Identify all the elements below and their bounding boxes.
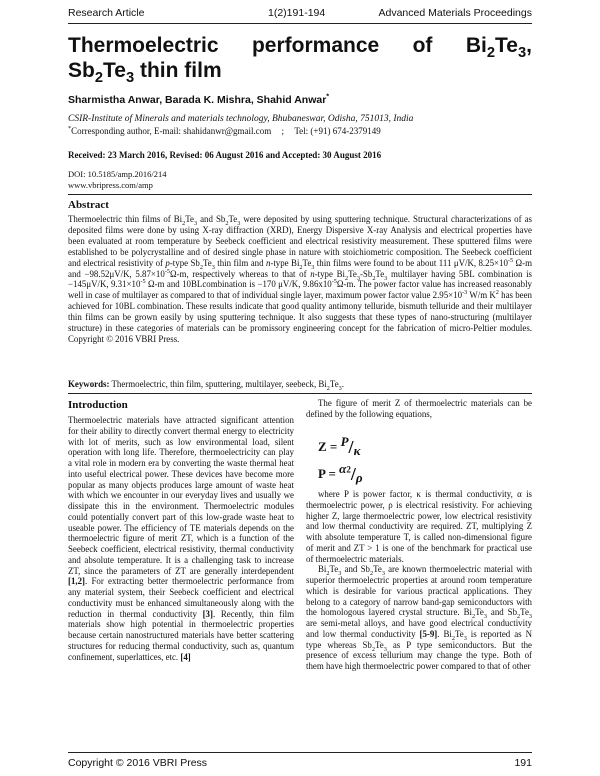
introduction-column-2-intro: The figure of merit Z of thermoelectric materials can be defined by the following equations, (306, 398, 532, 419)
footer-rule (68, 752, 532, 753)
introduction-heading: Introduction (68, 399, 128, 411)
paper-title: Thermoelectric performance of $Bi_2Te_3$, $Sb_2Te_3$ thin film (68, 34, 532, 87)
keywords: Keywords: Thermoelectric, thin film, sputtering, multilayer, seebeck, $Bi_2Te_3$. (68, 379, 344, 392)
footer-copyright: Copyright © 2016 VBRI Press (68, 757, 208, 769)
page-footer (68, 757, 532, 771)
equation-power-factor: $P = \alpha^2/\rho$ (318, 461, 363, 485)
doi[interactable]: DOI: 10.5185/amp.2016/214 (68, 169, 167, 179)
author-list: Sharmistha Anwar, Barada K. Mishra, Shahid Anwar* (68, 91, 330, 106)
publication-dates: Received: 23 March 2016, Revised: 06 August 2016 and Accepted: 30 August 2016 (68, 150, 382, 160)
website-link[interactable]: www.vbripress.com/amp (68, 180, 153, 190)
abstract-text: Thermoelectric thin films of $Bi_2Te_3$ and $Sb_2Te_3$ were deposited by using sputtering technique. Structural characterizations of as deposited films were done by using X-ray diffraction (XRD), Energy Dispersive X-ray Analysis and electrical properties have been evaluated at room temperature by Seebeck coefficient and electrical resistivity measurement. These sputtered films were established to be polycrystalline and of desired single phase in nature with stoichiometric composition. The Seebeck coefficient and electrical resistivity of p-type $Sb_2Te_3$ thin film and n-type $Bi_2Te_3$ thin films were found to be about 111 μV/K, $8.25\times 10^{-5}$ Ω-m and −98.52μV/K, $5.87\times 10^{-5}\Omega-m$, respectively whereas to that of n-type $Bi_2Te_3-Sb_2Te_3$ multilayer having 5BL combination is −145μV/K, $9.31\times 10^{-5}$ Ω-m and 10BLcombination is −170 μV/K, $9.86x10^{-5}\Omega-m$. The power factor value has increased reasonably well in case of multilayer as compared to that of individual single layer, maximum power factor value $2.95\times 10^{-3}$ W/m $K^2$ has been achieved for 10BL combination. These results indicate that good quality antimony telluride, bismuth telluride and their multilayer thin films can be grown easily by using sputtering technique. It also suggests that these types of nano-structuring (multilayer structure) in these categories of materials can be promissory engineering concept for the fabrication of micro-Peltier modules. Copyright © 2016 VBRI Press. (68, 214, 532, 344)
corresponding-author: *Corresponding author, E-mail: shahidanwr@gmail.com ; Tel: (+91) 674-2379149 (68, 125, 381, 136)
citation-5-9[interactable]: [5-9] (419, 628, 438, 639)
abstract-rule-top (68, 194, 532, 195)
citation-3[interactable]: [3] (202, 608, 213, 619)
equation-figure-of-merit: Z = P/κ (318, 434, 361, 458)
page-number: 191 (514, 757, 532, 769)
introduction-column-2: where P is power factor, κ is thermal conductivity, α is thermoelectric power, ρ is electrical resistivity. For achieving higher Z, large thermoelectric power, low electrical resistivity and low thermal conductivity are required. ZT, multiplying Z with absolute temperature T, is called non-dimensional figure of merit and ZT > 1 is one of the benchmark for practical use of thermoelectric materials. $Bi_2Te_3$ and $Sb_2Te_3$ are known thermoelectric material with superior thermoelectric properties at around room temperature which is desirable for various practical applications. They belong to a category of narrow band-gap semiconductors with the homologous layered crystal structure. $Bi_2Te_3$ and $Sb_2Te_3$ are semi-metal alloys, and have good electrical conductivity and low thermal conductivity [5-9]. $Bi_2Te_3$ is reported as N type whereas $Sb_2Te_3$ as P type semiconductors. But the presence of excess tellurium may change the type. Both of them have high thermoelectric power compared to that of other (306, 489, 533, 671)
running-header (68, 7, 532, 21)
doi-block (68, 169, 166, 191)
article-type: Research Article (68, 7, 145, 19)
affiliation: CSIR-Institute of Minerals and materials technology, Bhubaneswar, Odisha, 751013, India (68, 114, 414, 124)
header-rule (68, 23, 532, 24)
citation-4[interactable]: [4] (180, 651, 191, 662)
citation-1-2[interactable]: [1,2] (68, 576, 86, 587)
introduction-column-1: Thermoelectric materials have attracted significant attention for their ability to directly convert thermal energy to electricity with lot of merits, such as low environmental load, silent operation with long life. Therefore, thermoelectricity can play a vital role in modern era by converting the waste thermal heat into useful electrical power. These devices have become more popular as many objects produces large amount of waste heat with which we encounter in our everyday lives and usually we dissipate this in the environment. Thermoelectric modules could potentially convert part of this low-grade waste heat to useable power. The efficiency of TE materials depends on the thermoelectric figure of merit ZT, which is a function of the Seebeck coefficient, electrical resistivity, thermal conductivity and absolute temperature. It is a challenging task to increase ZT, since the parameters of ZT are generally interdependent [1,2]. For extracting better thermoelectric performance from any material system, their Seebeck coefficient and electrical conductivity must be enhanced simultaneously along with the reduction in thermal conductivity [3]. Recently, thin film materials show high potential in thermoelectric properties because certain nanostructured materials have better scattering structures for reducing thermal conductivity, such as, quantum confinement, superlattices, etc. [4] (68, 415, 294, 662)
abstract-rule-bottom (68, 393, 532, 394)
abstract-heading: Abstract (68, 199, 109, 211)
journal-name: Advanced Materials Proceedings (378, 7, 532, 19)
volume-pages: 1(2)191-194 (268, 7, 326, 19)
